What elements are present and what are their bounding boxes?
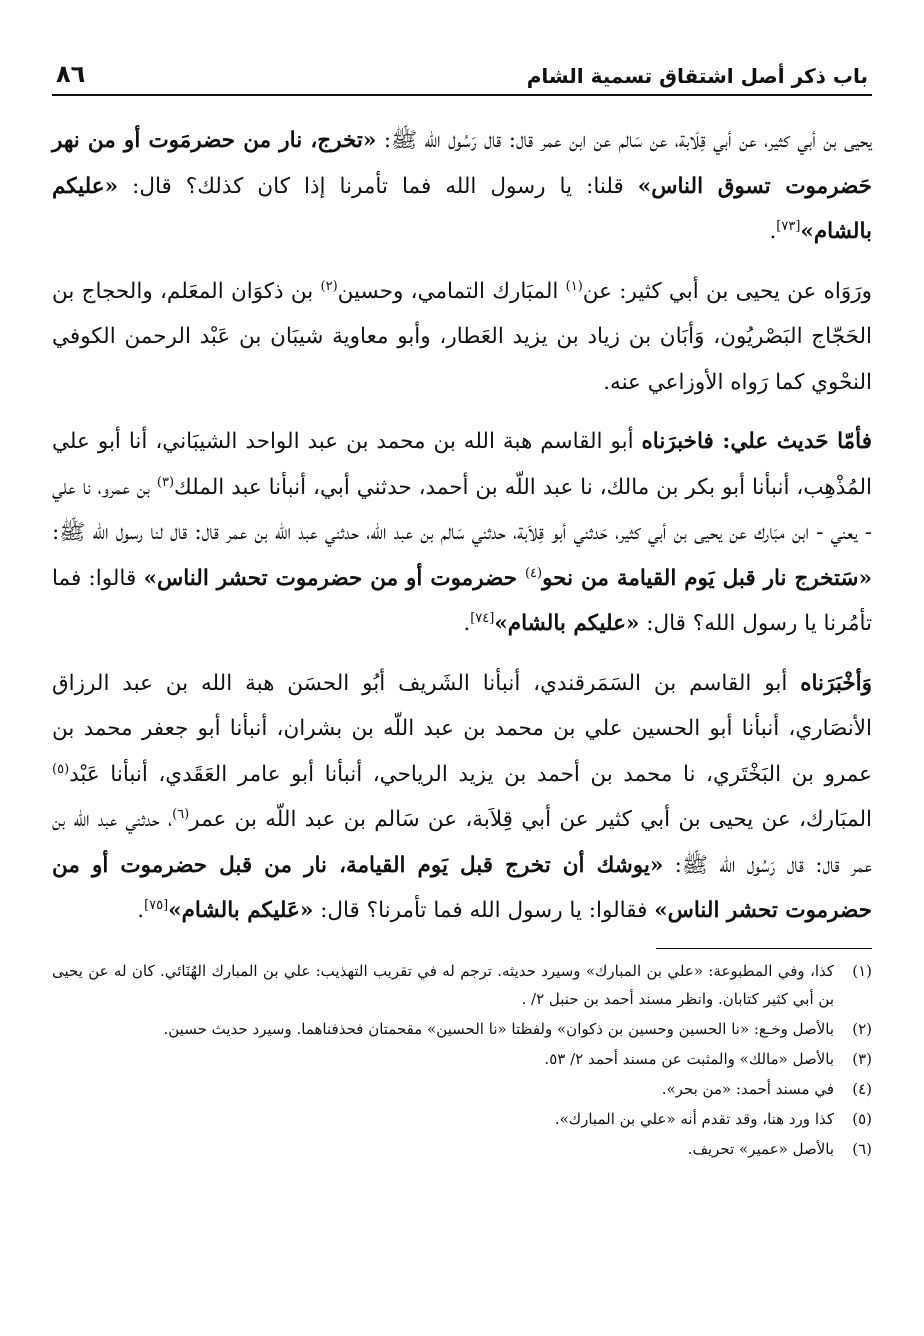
note-reference: (٢) — [320, 278, 338, 294]
text-segment: «عَليكم بالشام» — [168, 898, 314, 923]
text-segment: «تخرج، نار من حضرمَوت أو من نهر حَضرموت تسوق الناس» — [52, 128, 872, 199]
paragraph — [52, 661, 872, 934]
note-reference: [٧٥] — [144, 897, 169, 913]
text-segment: أبو القاسم هبة الله بن محمد بن عبد الواحد الشيبَاني، أنا أبو علي المُذْهِب، أنبأنا أبو بكر بن مالك، نا عبد اللّه بن أحمد، حدثني أبي، أنبأنا عبد الملك — [52, 429, 872, 500]
footnote — [52, 1075, 872, 1103]
footnote-number: (١) — [852, 961, 872, 980]
text-segment: قلنا: يا رسول الله فما تأمرنا إذا كان كذلك؟ قال: — [118, 173, 638, 199]
footnote — [52, 957, 872, 1013]
footnote-text: كذا، وفي المطبوعة: «علي بن المبارك» وسيرد حديثه. ترجم له في تقريب التهذيب: علي بن المبارك الهُنَائي. كان له عن يحيى بن أبي كثير كتابان. وانظر مسند أحمد بن حنبل ٢/ . — [52, 961, 834, 1008]
footnote — [52, 1015, 872, 1043]
text-segment: المبَارك التمامي، وحسين — [337, 278, 566, 304]
text-segment: وَأخْبَرَناه — [800, 670, 872, 696]
paragraph — [52, 118, 872, 255]
text-segment: يحيى بن أبي كثير، عن أبي قِلَابة، عن سَالم عن ابن عمر قال: قال رَسُول الله ﷺ: — [376, 128, 872, 153]
note-reference: (٤) — [524, 565, 543, 581]
footnote-number: (٤) — [852, 1079, 872, 1098]
footnote-number: (٥) — [852, 1109, 872, 1128]
note-reference: (٣) — [156, 474, 175, 490]
footnote-text: بالأصل «مالك» والمثبت عن مسند أحمد ٢/ ٥٣. — [544, 1049, 834, 1068]
footnotes — [52, 957, 872, 1163]
text-segment: أبو القاسم بن السَمَرقندي، أنبأنا الشَريف أبُو الحسَن هبة الله بن عبد الرزاق الأنصَاري، أنبأنا أبو الحسين علي بن محمد بن عبد اللّه بن بشران، أنبأنا أبو جعفر محمد بن عمرو بن البَخْتَري، نا محمد بن أحمد بن يزيد الرياحي، أنبأنا أبو عامر العَقَدي، أنبأنا عَبْد — [52, 670, 872, 787]
footnote-text: في مسند أحمد: «من بحر». — [661, 1079, 834, 1098]
text-segment: . — [463, 611, 471, 636]
note-reference: [٧٤] — [470, 610, 495, 626]
running-head — [52, 60, 872, 96]
footnote — [52, 1045, 872, 1073]
text-segment: بن ذكوَان المعَلم، والحجاج بن الحَجّاج البَصْريُون، وَأبَان بن زياد بن يزيد العَطار، وأبو معاوية شيبَان بن عَبْد الرحمن الكوفي النحْوي كما رَواه الأوزاعي عنه. — [52, 278, 872, 395]
footnote-text: بالأصل «عمير» تحريف. — [687, 1139, 834, 1158]
text-segment: . — [769, 219, 777, 244]
text-segment: المبَارك، عن يحيى بن أبي كثير عن أبي قِلاَبة، عن سَالم بن عبد اللّه بن عمر — [189, 807, 872, 832]
text-segment: «عليكم بالشام» — [494, 611, 640, 636]
text-segment: ، حدثني عبد اللّه بن عمر قال: قال رَسُول الله ﷺ: — [52, 807, 873, 878]
note-reference: [٧٣] — [776, 218, 801, 234]
running-head-title: باب ذكر أصل اشتقاق تسمية الشام — [526, 64, 868, 88]
text-segment: فقالوا: يا رسول الله فما تأمرنا؟ قال: — [313, 898, 655, 923]
footnote-number: (٦) — [852, 1139, 872, 1158]
footnote — [52, 1135, 872, 1163]
text-segment: فأمّا حَديث علي: فاخبرَناه — [641, 429, 873, 454]
footnote-number: (٢) — [852, 1019, 872, 1038]
note-reference: (٦) — [172, 806, 190, 822]
footnote — [52, 1105, 872, 1133]
main-text — [52, 118, 872, 934]
footnote-text: بالأصل وخـع: «نا الحسين وحسين بن ذكوان» ولفظتا «نا الحسين» مقحمتان فحذفناهما. وسيرد حديث حسين. — [163, 1019, 834, 1038]
text-segment: «عليكم بالشام» — [52, 173, 872, 244]
text-segment: حضرموت أو من حضرموت تحشر الناس» — [143, 565, 525, 591]
paragraph — [52, 269, 872, 406]
note-reference: (٥) — [52, 761, 70, 777]
footnote-separator — [656, 948, 872, 949]
text-segment: قالوا: فما تأمُرنا يا رسول الله؟ قال: — [52, 565, 872, 636]
note-reference: (١) — [565, 278, 583, 294]
footnote-text: كذا ورد هنا، وقد تقدم أنه «علي بن المبارك». — [554, 1109, 834, 1128]
footnote-number: (٣) — [852, 1049, 872, 1068]
text-segment: ورَوَاه عن يحيى بن أبي كثير: عن — [582, 278, 872, 304]
paragraph — [52, 419, 872, 647]
text-segment: «سَتخرج نار قبل يَوم القيامة من نحو — [542, 565, 873, 591]
text-segment: «يوشك أن تخرج قبل يَوم القيامة، نار من قبل حضرموت أو من حضرموت تحشر الناس» — [52, 852, 872, 923]
text-segment: . — [137, 898, 145, 923]
page-number: ٨٦ — [56, 60, 86, 88]
text-segment: بن عمرو، نا علي - يعني - ابن مبَارك عن يحيى بن أبي كثير، حَدثني أبو قِلاَبة، حدثني سَالم بن عبد اللّه، حدثني عبد اللّه بن عمر قال: قال لنا رسول الله ﷺ: — [52, 474, 872, 545]
